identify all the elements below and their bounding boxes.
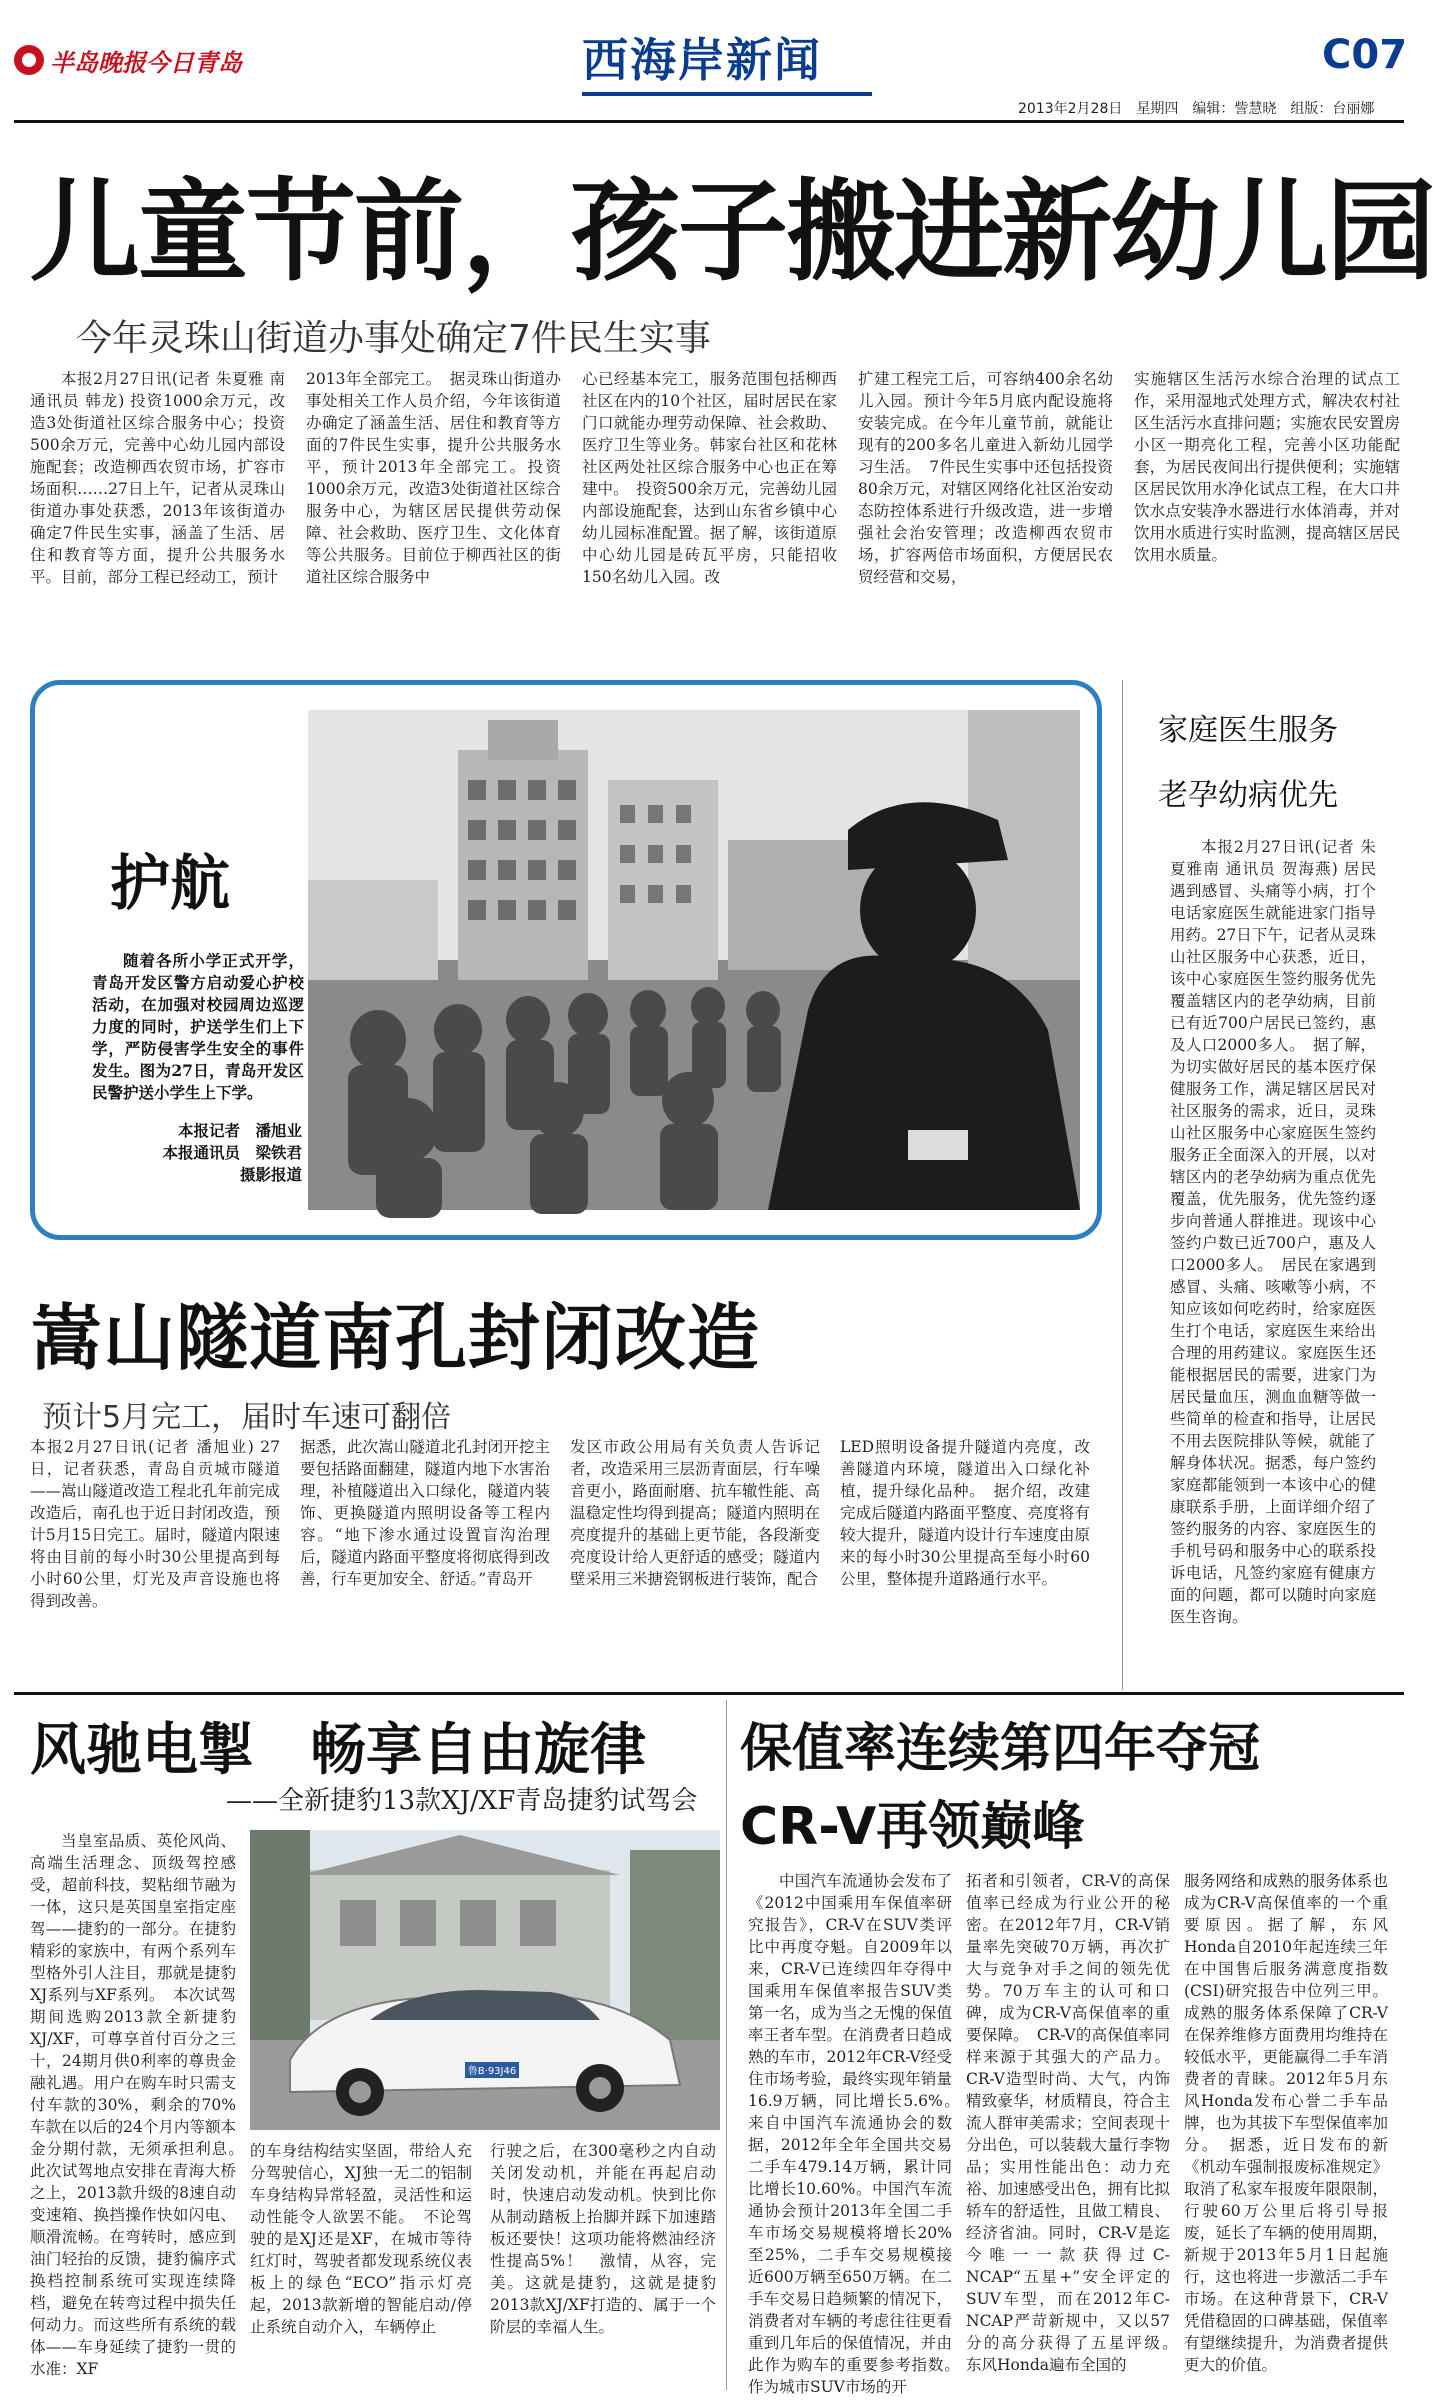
photo-school-escort-image [308,710,1080,1210]
article2-headline: 嵩山隧道南孔封闭改造 [30,1296,761,1380]
ad-left-subhead: ——全新捷豹13款XJ/XF青岛捷豹试驾会 [226,1786,698,1816]
photo-credit-1: 本报记者 潘旭业 [177,1121,302,1140]
jaguar-car-photo [250,1830,720,2130]
ad-left-col-2: 的车身结构结实坚固，带给人充分驾驶信心，XJ独一无二的铝制车身结构异常轻盈，灵活性和运动性能令人欲罢不能。 不论驾驶的是XJ还是XF，在城市等待红灯时，驾驶者都发现系统仪表板上的绿色“ECO”指示灯亮起，2013款新增的智能启动/停止系统自动介入，车辆停止 [250,2142,472,2336]
photo-caption-text: 随着各所小学正式开学，青岛开发区警方启动爱心护校活动，在加强对校园周边巡逻力度的同时，护送学生们上下学，严防侵害学生安全的事件发生。图为27日，青岛开发区民警护送小学生上下学。 [92,951,304,1102]
masthead-rule [14,120,1404,123]
article1-headline: 儿童节前，孩子搬进新幼儿园 [30,168,1434,296]
jaguar-license-plate: 鲁B·93J46 [467,2066,517,2077]
ad-right-col-2: 拓者和引领者，CR-V的高保值率已经成为行业公开的秘密。在2012年7月，CR-V销量率先突破70万辆，再次扩大与竞争对手之间的领先优势。70万车主的认可和口碑，成为CR-V高保值率的重要保障。 CR-V的高保值率同样来源于其强大的产品力。CR-V造型时尚、大气，内饰精致豪华，材质精良，符合主流人群审美需求；空间表现十分出色，可以装载大量行李物品；实用性能出色：动力充裕、加速感受出色，拥有比拟轿车的舒适性，且做工精良、经济省油。同时，CR-V是迄今唯一一款获得过C-NCAP“五星+”安全评定的SUV车型，而在2012年C-NCAP严苛新规中，又以57分的高分获得了五星评级。 东风Honda遍布全国的 [966,1872,1186,2374]
section-title: 西海岸新闻 [582,33,822,87]
ad-right-headline-1: 保值率连续第四年夺冠 [740,1719,1261,1779]
ad-right-col-3: 服务网络和成熟的服务体系也成为CR-V高保值率的一个重要原因。据了解，东风Honda自2010年起连续三年在中国售后服务满意度指数(CSI)研究报告中位列三甲。成熟的服务体系保障了CR-V在保养维修方面费用均维持在较低水平，更能赢得二手车消费者的青睐。2012年5月东风Honda发布心誉二手车品牌，也为其拔下车型保值率加分。 据悉，近日发布的新《机动车强制报废标准规定》取消了私家车报废年限限制，行驶60万公里后将引导报废，延长了车辆的使用周期，新规于2013年5月1日起施行，这也将进一步激活二手车市场。在这种背景下，CR-V凭借稳固的口碑基础，保值率有望继续提升，为消费者提供更大的价值。 [1184,1872,1388,2374]
article1-col-4: 扩建工程完工后，可容纳400余名幼儿入园。预计今年5月底内配设施将安装完成。在今年儿童节前，就能让现有的200多名儿童进入新幼儿园学习生活。 7件民生实事中还包括投资80余万元，对辖区网络化社区治安动态防控体系进行升级改造，进一步增强社会治安管理；改造柳西农贸市场，扩容两倍市场面积，方便居民农贸经营和交易， [858,370,1113,586]
ads-divider [726,1700,727,2390]
article1-subhead: 今年灵珠山街道办事处确定7件民生实事 [76,318,711,359]
article2-col-1: 本报2月27日讯(记者 潘旭业) 27日，记者获悉，青岛自贡城市隧道——嵩山隧道改造工程北孔年前完成改造后，南孔也于近日封闭改造，预计5月15日完工。届时，隧道内限速将由目前的每小时30公里提高到每小时60公里，灯光及声音设施也将得到改善。 [30,1438,280,1610]
sidebar-body: 本报2月27日讯(记者 朱夏雅南 通讯员 贺海燕) 居民遇到感冒、头痛等小病，打个电话家庭医生就能进家门指导用药。27日下午，记者从灵珠山社区服务中心获悉，近日，该中心家庭医生签约服务优先覆盖辖区内的老孕幼病，目前已有近700户居民已签约，惠及人口2000多人。 据了解，为切实做好居民的基本医疗保健服务工作，满足辖区居民对社区服务的需求，近日，灵珠山社区服务中心家庭医生签约服务正全面深入的开展，以对辖区内的老孕幼病为重点优先覆盖，优先服务，优先签约逐步向普通人群推进。现该中心签约户数已近700户，惠及人口2000多人。 居民在家遇到感冒、头痛、咳嗽等小病，不知应该如何吃药时，给家庭医生打个电话，家庭医生来给出合理的用药建议。家庭医生还能根据居民的需要，进家门为居民量血压，测血血糖等做一些简单的检查和指导，让居民不用去医院排队等候，就能了解身体状况。据悉，每户签约家庭都能领到一本该中心的健康联系手册，上面详细介绍了签约服务的内容、家庭医生的手机号码和服务中心的联系投诉电话，凡签约家庭有健康方面的问题，都可以随时向家庭医生咨询。 [1170,838,1376,1626]
sidebar-divider [1122,680,1123,1690]
article1-col-2: 2013年全部完工。 据灵珠山街道办事处相关工作人员介绍，今年该街道办确定了涵盖生活、居住和教育等方面的7件民生实事，提升公共服务水平，预计2013年全部完工。投资1000余万元，改造3处街道社区综合服务中心，为辖区居民提供劳动保障、社会救助、医疗卫生、文化体育等公共服务。目前位于柳西社区的街道社区综合服务中 [306,370,561,586]
photo-credit-2: 本报通讯员 梁铁君 [162,1143,302,1162]
photo-credit-3: 摄影报道 [239,1165,302,1184]
article2-col-3: 发区市政公用局有关负责人告诉记者，改造采用三层沥青面层，行车噪音更小，路面耐磨、抗车辙性能、高温稳定性均得到提高；隧道内照明在亮度提升的基础上更节能，各段渐变亮度设计给人更舒适的感受；隧道内壁采用三米搪瓷钢板进行装饰，配合 [570,1438,820,1588]
article1-col-3: 心已经基本完工，服务范围包括柳西社区在内的10个社区，届时居民在家门口就能办理劳动保障、社会救助、医疗卫生等业务。韩家台社区和花林社区两处社区综合服务中心也正在筹建中。 投资500余万元，完善幼儿园内部设施配套，达到山东省乡镇中心幼儿园标准配置。据了解，该街道原中心幼儿园是砖瓦平房，只能招收150名幼儿入园。改 [582,370,837,586]
sidebar-title-2: 老孕幼病优先 [1158,778,1338,813]
ad-left-col-1: 当皇室品质、英伦风尚、高端生活理念、顶级驾控感受，超前科技，契粘细节融为一体，这只是英国皇室指定座驾——捷豹的一部分。在捷豹精彩的家族中，有两个系列车型格外引人注目，那就是捷豹XJ系列与XF系列。 本次试驾期间选购2013款全新捷豹XJ/XF，可尊享首付百分之三十，24期月供0利率的尊贵金融礼遇。用户在购车时只需支付车款的30%，剩余的70%车款在以后的24个月内等额本金分期付款，无须承担利息。 此次试驾地点安排在青海大桥之上，2013款升级的8速自动变速箱、换挡操作快如闪电、顺滑流畅。在弯转时，感应到油门轻抬的反馈，捷豹徧序式换档控制系统可实现连续降档，避免在转弯过程中损失任何动力。而这些所有系统的载体——车身延续了捷豹一贯的水准：XF [30,1832,252,2378]
brand-logo-icon [14,45,44,75]
brand-name: 半岛晚报今日青岛 [50,48,242,77]
ad-right-headline-2: CR-V再领巅峰 [740,1797,1085,1857]
ad-left-headline: 风驰电掣 畅享自由旋律 [30,1718,646,1783]
article1-col-5: 实施辖区生活污水综合治理的试点工作，采用湿地式处理方式，解决农村社区生活污水直排问题；实施农民安置房小区一期亮化工程，完善小区功能配套，为居民夜间出行提供便利；实施辖区居民饮用水净化试点工程，在大口井饮水点安装净水器进行水体消毒，并对饮用水质进行实时监测，提高辖区居民饮用水质量。 [1134,370,1400,564]
brand-logo [14,40,242,80]
masthead [0,0,1417,120]
photo-feature-caption [92,950,304,1104]
page-number: C07 [1322,32,1408,78]
ad-left-col-3: 行驶之后，在300毫秒之内自动关闭发动机，并能在再起启动时，快速启动发动机。快到比你从制动踏板上抬脚并踩下加速踏板还要快！这项功能将燃油经济性提高5%！ 激情，从容，完美。这就是捷豹，这就是捷豹2013款XJ/XF打造的、属于一个阶层的幸福人生。 [490,2142,716,2336]
photo-feature-title: 护航 [110,849,230,919]
article2-subhead: 预计5月完工，届时车速可翻倍 [42,1400,452,1435]
article1-col-1: 本报2月27日讯(记者 朱夏雅 南 通讯员 韩龙) 投资1000余万元，改造3处街道社区综合服务中心；投资500余万元，完善中心幼儿园内部设施配套；改造柳西农贸市场，扩容市场面积……27日上午，记者从灵珠山街道办事处获悉，2013年该街道办确定7件民生实事，涵盖了生活、居住和教育等方面，提升公共服务水平。目前，部分工程已经动工，预计 [30,370,285,586]
article2-col-4: LED照明设备提升隧道内亮度，改善隧道内环境，隧道出入口绿化补植，提升绿化品种。 据介绍，改建完成后隧道内路面平整度、亮度将有较大提升，隧道内设计行车速度由原来的每小时30公里提高至每小时60公里，整体提升道路通行水平。 [840,1438,1090,1588]
ad-right-col-1: 中国汽车流通协会发布了《2012中国乘用车保值率研究报告》，CR-V在SUV类评比中再度夺魁。自2009年以来，CR-V已连续四年夺得中国乘用车保值率报告SUV类第一名，成为当之无愧的保值率王者车型。在消费者日趋成熟的车市，2012年CR-V经受住市场考验，最终实现年销量16.9万辆，同比增长5.6%。 来自中国汽车流通协会的数据，2012年全年全国共交易二手车479.14万辆，累计同比增长10.60%。中国汽车流通协会预计2013年全国二手车市场交易规模将增长20%至25%，二手车交易规模接近600万辆至650万辆。在二手车交易日趋频繁的情况下，消费者对车辆的考虑往往更看重到几年后的保值情况，并由此作为购车的重要参考指数。 作为城市SUV市场的开 [748,1872,968,2396]
section-underline [582,92,872,96]
jaguar-car-photo-image [250,1830,720,2130]
article2-col-2: 据悉，此次嵩山隧道北孔封闭开挖主要包括路面翻建，隧道内地下水害治理，补植隧道出入口绿化，隧道内装饰、更换隧道内照明设备等工程内容。“地下渗水通过设置盲沟治理后，隧道内路面平整度将彻底得到改善，行车更加安全、舒适。”青岛开 [300,1438,550,1588]
photo-school-escort [308,710,1080,1210]
ads-top-rule [14,1692,1404,1695]
photo-credits [130,1120,302,1186]
sidebar-title-1: 家庭医生服务 [1158,713,1338,748]
dateline: 2013年2月28日 星期四 编辑：訾慧晓 组版：台丽娜 [1018,101,1375,117]
